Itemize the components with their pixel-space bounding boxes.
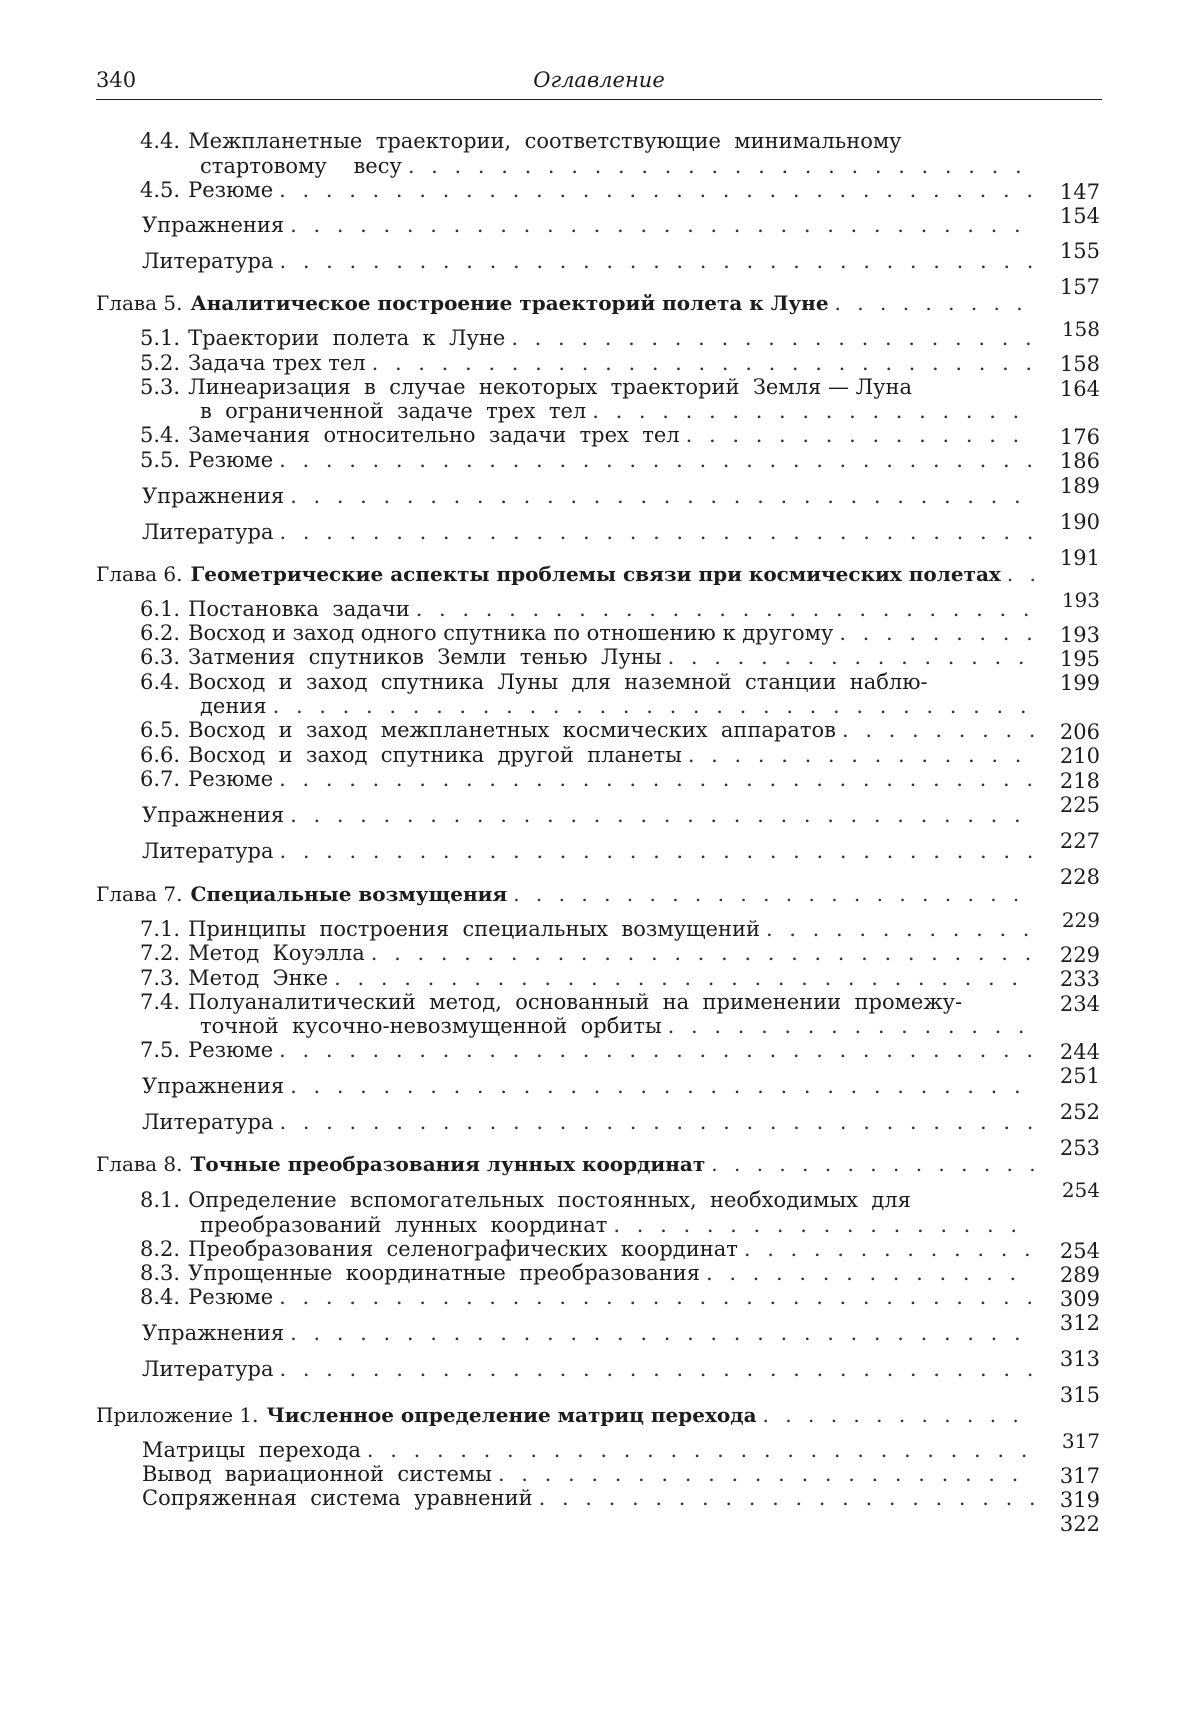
dot-leader xyxy=(416,596,1034,622)
toc-title: Метод Коуэлла xyxy=(188,941,365,965)
toc-title: Резюме xyxy=(188,1038,274,1062)
toc-number: 7.5. xyxy=(140,1038,181,1062)
toc-page-number: 191 xyxy=(1059,546,1100,570)
toc-page-number: 252 xyxy=(1059,1100,1100,1124)
toc-page-number: 155 xyxy=(1059,239,1100,263)
toc-number: 5.3. xyxy=(140,375,181,399)
toc-page-number: 319 xyxy=(1059,1488,1100,1512)
dot-leader xyxy=(766,916,1034,942)
dot-leader xyxy=(371,940,1034,966)
toc-page-number: 176 xyxy=(1059,425,1100,449)
toc-number: 4.5. xyxy=(140,178,181,202)
toc-page-number: 186 xyxy=(1059,449,1100,473)
toc-title: Геометрические аспекты проблемы связи при космических полетах xyxy=(190,562,1001,586)
dot-leader xyxy=(592,398,1034,424)
toc-title: Восход и заход спутника другой планеты xyxy=(188,743,682,767)
dot-leader xyxy=(686,422,1034,448)
toc-title: Литература xyxy=(142,1110,274,1134)
toc-title: Аналитическое построение траекторий полета к Луне xyxy=(190,291,829,315)
toc-title: Упражнения xyxy=(142,1074,285,1098)
toc-entry xyxy=(140,374,1040,400)
toc-entry xyxy=(140,128,1040,154)
toc-number: Приложение 1. xyxy=(96,1403,259,1427)
toc-page-number: 193 xyxy=(1059,623,1100,647)
dot-leader xyxy=(279,1109,1034,1135)
toc-title: Литература xyxy=(142,520,274,544)
dot-leader xyxy=(539,1485,1034,1511)
dot-leader xyxy=(513,881,1034,907)
toc-page-number: 190 xyxy=(1059,510,1100,534)
toc-page-number: 317 xyxy=(1061,1429,1100,1453)
toc-page-number: 158 xyxy=(1059,352,1100,376)
toc-page-number: 251 xyxy=(1059,1064,1100,1088)
toc-number: Глава 8. xyxy=(96,1152,183,1176)
toc-title: Вывод вариационной системы xyxy=(142,1462,492,1486)
toc-page-number: 199 xyxy=(1059,671,1100,695)
toc-page-number: 157 xyxy=(1059,275,1100,299)
header-rule xyxy=(96,99,1102,100)
toc-title: Литература xyxy=(142,1357,274,1381)
toc-title: Постановка задачи xyxy=(188,597,410,621)
dot-leader xyxy=(290,802,1034,828)
toc-title: Упражнения xyxy=(142,1321,285,1345)
dot-leader xyxy=(706,1260,1034,1286)
toc-title: в ограниченной задаче трех тел xyxy=(200,399,587,423)
toc-number: 6.4. xyxy=(140,670,181,694)
dot-leader xyxy=(279,177,1034,203)
dot-leader xyxy=(763,1402,1034,1428)
toc-title: Численное определение матриц перехода xyxy=(266,1403,757,1427)
dot-leader xyxy=(511,325,1034,351)
dot-leader xyxy=(279,1356,1034,1382)
toc-title: Литература xyxy=(142,839,274,863)
toc-title: Упрощенные координатные преобразования xyxy=(188,1261,700,1285)
toc-page-number: 218 xyxy=(1059,769,1100,793)
toc-title: Замечания относительно задачи трех тел xyxy=(188,423,680,447)
toc-title: Упражнения xyxy=(142,484,285,508)
toc-title: Межпланетные траектории, соответствующие минимальному xyxy=(188,129,902,153)
toc-title: Резюме xyxy=(188,1285,274,1309)
toc-number: 8.1. xyxy=(140,1188,181,1212)
toc-title: Задача трех тел xyxy=(188,351,366,375)
toc-number: 5.2. xyxy=(140,351,181,375)
dot-leader xyxy=(279,1037,1034,1063)
toc-title: Принципы построения специальных возмущений xyxy=(188,917,760,941)
toc-title: Точные преобразования лунных координат xyxy=(190,1152,706,1176)
dot-leader xyxy=(279,248,1034,274)
toc-number: 8.2. xyxy=(140,1237,181,1261)
toc-page-number: 193 xyxy=(1061,588,1100,612)
toc-title: Упражнения xyxy=(142,803,285,827)
toc-title: Преобразования селенографических координат xyxy=(188,1237,738,1261)
toc-page-number: 227 xyxy=(1059,829,1100,853)
page-number: 340 xyxy=(96,68,137,92)
toc-title: Восход и заход спутника Луны для наземной станции наблю- xyxy=(188,670,928,694)
dot-leader xyxy=(668,1013,1034,1039)
toc-title: Полуаналитический метод, основанный на применении промежу- xyxy=(188,990,963,1014)
toc-page-number: 253 xyxy=(1059,1136,1100,1160)
toc-page-number: 289 xyxy=(1059,1263,1100,1287)
dot-leader xyxy=(613,1212,1034,1238)
toc-page-number: 229 xyxy=(1061,908,1100,932)
dot-leader xyxy=(279,838,1034,864)
toc-entry xyxy=(140,1187,1040,1213)
toc-title: Упражнения xyxy=(142,213,285,237)
toc-page-number: 254 xyxy=(1059,1239,1100,1263)
toc-title: Затмения спутников Земли тенью Луны xyxy=(188,645,662,669)
dot-leader xyxy=(279,1284,1034,1310)
toc-page-number: 225 xyxy=(1059,793,1100,817)
dot-leader xyxy=(290,483,1034,509)
toc-page-number: 229 xyxy=(1059,943,1100,967)
toc-page-number: 228 xyxy=(1059,865,1100,889)
toc-title: Восход и заход одного спутника по отношению к другому xyxy=(188,621,834,645)
toc-number: 6.1. xyxy=(140,597,181,621)
toc-entry xyxy=(140,669,1040,695)
toc-page-number: 312 xyxy=(1059,1311,1100,1335)
toc-title: Резюме xyxy=(188,178,274,202)
toc-number: 8.4. xyxy=(140,1285,181,1309)
toc-page-number: 317 xyxy=(1059,1464,1100,1488)
toc-page-number: 234 xyxy=(1059,992,1100,1016)
toc-number: 6.6. xyxy=(140,743,181,767)
toc-number: 6.5. xyxy=(140,718,181,742)
toc-number: 7.3. xyxy=(140,966,181,990)
toc-title: Специальные возмущения xyxy=(190,882,508,906)
toc-number: 5.4. xyxy=(140,423,181,447)
toc-number: 5.1. xyxy=(140,326,181,350)
dot-leader xyxy=(498,1461,1034,1487)
dot-leader xyxy=(842,717,1034,743)
page-header xyxy=(96,66,1102,100)
toc-number: 7.4. xyxy=(140,990,181,1014)
dot-leader xyxy=(668,644,1034,670)
dot-leader xyxy=(273,693,1034,719)
dot-leader xyxy=(372,350,1034,376)
dot-leader xyxy=(279,766,1034,792)
toc-page-number: 244 xyxy=(1059,1040,1100,1064)
dot-leader xyxy=(334,965,1034,991)
running-title: Оглавление xyxy=(533,68,665,92)
toc-page-number: 210 xyxy=(1059,744,1100,768)
toc-page-number: 254 xyxy=(1061,1178,1100,1202)
dot-leader xyxy=(688,742,1034,768)
toc-number: 8.3. xyxy=(140,1261,181,1285)
toc-title: Сопряженная система уравнений xyxy=(142,1486,533,1510)
dot-leader xyxy=(290,1073,1034,1099)
toc-number: 6.7. xyxy=(140,767,181,791)
toc-title: дения xyxy=(200,694,267,718)
toc-number: 6.3. xyxy=(140,645,181,669)
toc-number: 5.5. xyxy=(140,448,181,472)
toc-page-number: 322 xyxy=(1059,1512,1100,1536)
toc-title: Линеаризация в случае некоторых траекторий Земля — Луна xyxy=(188,375,913,399)
dot-leader xyxy=(711,1151,1034,1177)
toc-title: Матрицы перехода xyxy=(142,1438,361,1462)
dot-leader xyxy=(290,1320,1034,1346)
dot-leader xyxy=(839,620,1034,646)
toc-page-number: 195 xyxy=(1059,647,1100,671)
toc-number: Глава 5. xyxy=(96,291,183,315)
dot-leader xyxy=(367,1437,1034,1463)
toc-title: Восход и заход межпланетных космических аппаратов xyxy=(188,718,836,742)
toc-title: Резюме xyxy=(188,448,274,472)
dot-leader xyxy=(835,290,1034,316)
toc-title: преобразований лунных координат xyxy=(200,1213,608,1237)
dot-leader xyxy=(744,1236,1034,1262)
dot-leader xyxy=(1007,561,1034,587)
toc-page-number: 158 xyxy=(1061,317,1100,341)
toc-title: точной кусочно-невозмущенной орбиты xyxy=(200,1014,662,1038)
toc-title: Литература xyxy=(142,249,274,273)
toc-page-number: 309 xyxy=(1059,1287,1100,1311)
toc-number: 7.1. xyxy=(140,917,181,941)
toc-number: 7.2. xyxy=(140,941,181,965)
toc-page-number: 233 xyxy=(1059,967,1100,991)
toc-number: Глава 6. xyxy=(96,562,183,586)
toc-title: стартовому весу xyxy=(200,154,402,178)
toc-page-number: 315 xyxy=(1059,1383,1100,1407)
toc-page-number: 154 xyxy=(1059,204,1100,228)
toc-page-number: 147 xyxy=(1059,180,1100,204)
dot-leader xyxy=(408,153,1034,179)
dot-leader xyxy=(279,447,1034,473)
toc-number: Глава 7. xyxy=(96,882,183,906)
dot-leader xyxy=(279,519,1034,545)
toc-number: 6.2. xyxy=(140,621,181,645)
toc-title: Определение вспомогательных постоянных, необходимых для xyxy=(188,1188,911,1212)
toc-page-number: 313 xyxy=(1059,1347,1100,1371)
toc-title: Резюме xyxy=(188,767,274,791)
toc-page-number: 189 xyxy=(1059,474,1100,498)
dot-leader xyxy=(290,212,1034,238)
toc-page-number: 206 xyxy=(1059,720,1100,744)
toc-title: Метод Энке xyxy=(188,966,329,990)
toc-number: 4.4. xyxy=(140,129,181,153)
toc-title: Траектории полета к Луне xyxy=(188,326,506,350)
toc-entry xyxy=(140,989,1040,1015)
toc-page-number: 164 xyxy=(1059,377,1100,401)
